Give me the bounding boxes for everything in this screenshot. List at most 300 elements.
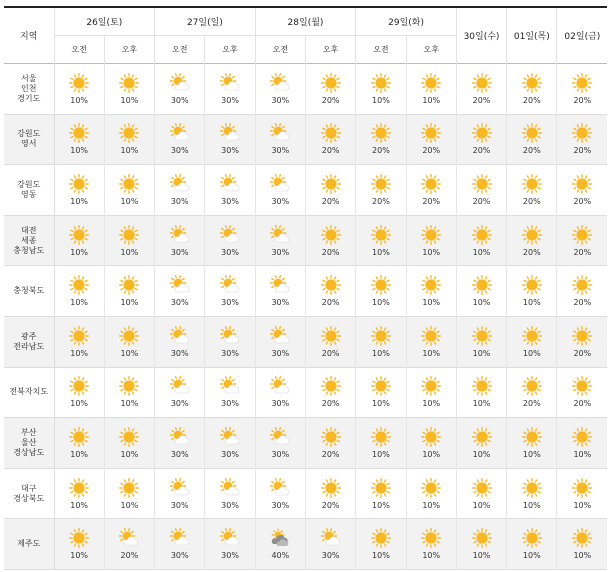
rain-probability: 30% [271, 95, 290, 105]
forecast-table [4, 6, 607, 570]
rain-probability: 30% [221, 95, 239, 105]
rain-probability: 30% [221, 399, 239, 409]
forecast-cell [155, 215, 205, 266]
forecast-cell [305, 468, 355, 519]
sun-icon [321, 225, 341, 245]
forecast-cell [255, 215, 305, 266]
rain-probability: 30% [170, 348, 189, 358]
forecast-cell [155, 165, 205, 216]
region-row [4, 316, 607, 367]
sun-icon [371, 376, 391, 396]
rain-probability: 20% [522, 399, 541, 409]
rain-probability: 20% [573, 95, 592, 105]
sun-icon [522, 73, 542, 93]
rain-probability: 20% [573, 298, 592, 308]
forecast-cell [507, 266, 557, 317]
forecast-cell [104, 215, 154, 266]
day-header: 26일(토) [54, 7, 155, 36]
forecast-cell [54, 519, 104, 570]
sun-cloud-icon [270, 123, 290, 143]
rain-probability: 10% [70, 500, 89, 510]
region-name [4, 165, 54, 216]
sun-icon [572, 225, 592, 245]
rain-probability: 30% [221, 146, 239, 156]
sun-icon [69, 73, 89, 93]
sun-cloud-icon [170, 376, 190, 396]
sun-icon [421, 73, 441, 93]
rain-probability: 30% [271, 196, 290, 206]
forecast-cell [507, 367, 557, 418]
rain-probability: 10% [522, 298, 541, 308]
region-name-line: 전라남도 [13, 341, 45, 351]
rain-probability: 30% [221, 247, 239, 257]
rain-probability: 30% [170, 95, 189, 105]
pm-header: 오후 [305, 36, 355, 64]
forecast-cell [255, 165, 305, 216]
forecast-cell [356, 316, 406, 367]
sun-cloud-icon [270, 326, 290, 346]
region-name-line: 영서 [21, 139, 37, 149]
sun-icon [69, 326, 89, 346]
region-name [4, 519, 54, 570]
region-name-line: 대구 [21, 483, 37, 493]
region-column-header: 지역 [20, 32, 38, 42]
sun-icon [69, 376, 89, 396]
rain-probability: 20% [573, 247, 592, 257]
day-header: 28일(월) [255, 7, 356, 36]
forecast-cell [205, 316, 255, 367]
rain-probability: 30% [271, 298, 290, 308]
sun-cloud-icon [170, 326, 190, 346]
forecast-cell [104, 266, 154, 317]
sun-icon [472, 275, 492, 295]
region-row [4, 64, 607, 115]
rain-probability: 30% [221, 196, 239, 206]
forecast-cell [356, 266, 406, 317]
rain-probability: 10% [70, 551, 89, 561]
rain-probability: 30% [170, 551, 189, 561]
rain-probability: 10% [522, 500, 541, 510]
forecast-cell [305, 114, 355, 165]
forecast-cell [557, 367, 607, 418]
sun-icon [69, 174, 89, 194]
rain-probability: 20% [573, 146, 592, 156]
sun-cloud-icon [220, 174, 240, 194]
rain-probability: 20% [321, 196, 340, 206]
sun-icon [371, 225, 391, 245]
forecast-cell [255, 367, 305, 418]
rain-probability: 10% [120, 146, 139, 156]
am-header: 오전 [356, 36, 406, 64]
rain-probability: 10% [422, 500, 441, 510]
sun-cloud-icon [119, 528, 139, 548]
rain-probability: 10% [372, 551, 390, 561]
rain-probability: 20% [522, 196, 541, 206]
rain-probability: 10% [422, 399, 441, 409]
forecast-cell [456, 367, 506, 418]
pm-header: 오후 [104, 36, 154, 64]
rain-probability: 10% [422, 348, 441, 358]
sun-icon [421, 376, 441, 396]
forecast-cell [255, 519, 305, 570]
rain-probability: 10% [422, 449, 441, 459]
sun-cloud-icon [170, 123, 190, 143]
region-name-line: 충청북도 [13, 286, 45, 296]
sun-icon [321, 275, 341, 295]
sun-cloud-icon [170, 225, 190, 245]
sun-icon [421, 123, 441, 143]
forecast-cell [54, 165, 104, 216]
forecast-cell [507, 418, 557, 469]
rain-probability: 20% [321, 247, 340, 257]
forecast-cell [155, 468, 205, 519]
rain-probability: 10% [372, 348, 390, 358]
rain-probability: 10% [120, 399, 139, 409]
rain-probability: 20% [472, 146, 491, 156]
rain-probability: 10% [372, 449, 390, 459]
sun-icon [522, 225, 542, 245]
sun-icon [371, 174, 391, 194]
forecast-cell [356, 367, 406, 418]
forecast-cell [155, 367, 205, 418]
rain-probability: 10% [70, 348, 89, 358]
rain-probability: 20% [321, 146, 340, 156]
sun-icon [371, 326, 391, 346]
sun-icon [69, 225, 89, 245]
day-header: 27일(일) [155, 7, 256, 36]
sun-icon [119, 376, 139, 396]
rain-probability: 20% [573, 399, 592, 409]
forecast-cell [456, 64, 506, 115]
rain-probability: 10% [472, 500, 491, 510]
region-row [4, 519, 607, 570]
sun-cloud-icon [220, 73, 240, 93]
forecast-cell [104, 114, 154, 165]
rain-probability: 20% [522, 95, 541, 105]
sun-icon [371, 528, 391, 548]
sun-icon [572, 123, 592, 143]
forecast-cell [557, 519, 607, 570]
sun-cloud-icon [270, 225, 290, 245]
forecast-cell [155, 316, 205, 367]
sun-icon [472, 326, 492, 346]
forecast-cell [507, 519, 557, 570]
rain-probability: 20% [321, 399, 340, 409]
sun-icon [472, 225, 492, 245]
forecast-cell [557, 316, 607, 367]
forecast-cell [456, 418, 506, 469]
pm-header: 오후 [406, 36, 456, 64]
rain-probability: 10% [422, 95, 441, 105]
region-name [4, 266, 54, 317]
sun-icon [572, 275, 592, 295]
rain-probability: 10% [120, 449, 139, 459]
sun-cloud-icon [170, 174, 190, 194]
sun-cloud-icon [270, 73, 290, 93]
forecast-cell [305, 418, 355, 469]
sun-icon [572, 427, 592, 447]
rain-probability: 10% [422, 551, 441, 561]
sun-icon [321, 174, 341, 194]
sun-cloud-icon [170, 73, 190, 93]
sun-icon [119, 326, 139, 346]
forecast-cell [54, 468, 104, 519]
region-name-line: 제주도 [17, 539, 41, 549]
forecast-cell [255, 316, 305, 367]
region-name [4, 316, 54, 367]
forecast-cell [507, 468, 557, 519]
forecast-cell [356, 114, 406, 165]
rain-probability: 30% [271, 348, 290, 358]
rain-probability: 20% [472, 95, 491, 105]
sun-icon [321, 73, 341, 93]
rain-probability: 20% [372, 146, 390, 156]
sun-cloud-icon [220, 326, 240, 346]
sun-icon [119, 275, 139, 295]
rain-probability: 10% [120, 196, 139, 206]
rain-probability: 10% [522, 551, 541, 561]
sun-icon [522, 427, 542, 447]
rain-probability: 10% [372, 95, 390, 105]
day-header: 30일(수) [456, 7, 506, 64]
region-name-line: 부산 [21, 427, 37, 437]
rain-probability: 20% [321, 500, 340, 510]
forecast-cell [456, 215, 506, 266]
forecast-cell [456, 165, 506, 216]
region-name-line: 경기도 [17, 93, 41, 103]
forecast-cell [406, 64, 456, 115]
region-name-line: 광주 [21, 331, 37, 341]
forecast-cell [305, 215, 355, 266]
rain-probability: 10% [472, 449, 491, 459]
region-row [4, 114, 607, 165]
sun-cloud-icon [220, 376, 240, 396]
region-name-line: 전북자치도 [9, 387, 49, 397]
region-name-line: 경상남도 [13, 447, 45, 457]
sun-icon [119, 478, 139, 498]
forecast-cell [557, 468, 607, 519]
sun-icon [119, 427, 139, 447]
forecast-cell [456, 468, 506, 519]
forecast-cell [155, 114, 205, 165]
forecast-cell [356, 215, 406, 266]
forecast-cell [255, 418, 305, 469]
sun-icon [472, 123, 492, 143]
sun-icon [119, 174, 139, 194]
rain-probability: 20% [120, 551, 139, 561]
rain-probability: 10% [573, 500, 592, 510]
forecast-cell [356, 165, 406, 216]
sun-cloud-icon [270, 275, 290, 295]
rain-probability: 10% [70, 449, 89, 459]
sun-icon [321, 123, 341, 143]
forecast-cell [507, 114, 557, 165]
rain-probability: 10% [70, 196, 89, 206]
sun-icon [421, 225, 441, 245]
forecast-cell [406, 468, 456, 519]
region-row [4, 266, 607, 317]
rain-probability: 10% [120, 247, 139, 257]
rain-probability: 20% [372, 196, 390, 206]
sun-icon [119, 225, 139, 245]
region-name-line: 경상북도 [13, 493, 45, 503]
rain-probability: 10% [120, 95, 139, 105]
sun-icon [69, 123, 89, 143]
rain-probability: 30% [221, 500, 239, 510]
sun-cloud-icon [170, 275, 190, 295]
forecast-cell [205, 64, 255, 115]
forecast-cell [104, 519, 154, 570]
forecast-cell [456, 266, 506, 317]
forecast-cell [305, 316, 355, 367]
region-name [4, 64, 54, 115]
rain-probability: 30% [170, 399, 189, 409]
rain-probability: 10% [573, 551, 592, 561]
rain-probability: 10% [472, 551, 491, 561]
forecast-cell [155, 266, 205, 317]
rain-probability: 10% [120, 348, 139, 358]
sun-icon [572, 73, 592, 93]
sun-icon [69, 275, 89, 295]
forecast-cell [54, 316, 104, 367]
forecast-cell [205, 165, 255, 216]
forecast-cell [305, 266, 355, 317]
rain-probability: 30% [170, 500, 189, 510]
sun-icon [321, 478, 341, 498]
sun-cloud-icon [270, 427, 290, 447]
sun-icon [371, 73, 391, 93]
forecast-cell [557, 114, 607, 165]
sun-icon [69, 528, 89, 548]
sun-icon [522, 326, 542, 346]
rain-probability: 10% [70, 399, 89, 409]
region-name-line: 강원도 [17, 129, 41, 139]
forecast-cell [557, 165, 607, 216]
rain-probability: 20% [321, 298, 340, 308]
forecast-cell [54, 215, 104, 266]
rain-probability: 20% [573, 196, 592, 206]
region-name-line: 대전 [21, 225, 37, 235]
forecast-cell [54, 266, 104, 317]
sun-icon [371, 478, 391, 498]
forecast-cell [255, 64, 305, 115]
rain-probability: 30% [221, 348, 239, 358]
sun-icon [421, 275, 441, 295]
rain-probability: 30% [170, 449, 189, 459]
region-row [4, 215, 607, 266]
sun-icon [371, 275, 391, 295]
rain-probability: 10% [372, 399, 390, 409]
forecast-cell [104, 316, 154, 367]
forecast-cell [557, 418, 607, 469]
rain-probability: 10% [422, 247, 441, 257]
region-row [4, 165, 607, 216]
rain-probability: 30% [271, 399, 290, 409]
rain-probability: 10% [472, 298, 491, 308]
region-name-line: 인천 [21, 83, 37, 93]
rain-probability: 10% [472, 247, 491, 257]
forecast-cell [406, 266, 456, 317]
forecast-cell [155, 64, 205, 115]
forecast-cell [205, 468, 255, 519]
sun-cloud-icon [170, 427, 190, 447]
region-name [4, 114, 54, 165]
sun-icon [572, 528, 592, 548]
forecast-cell [507, 215, 557, 266]
sun-cloud-icon [270, 478, 290, 498]
forecast-cell [406, 519, 456, 570]
forecast-cell [155, 418, 205, 469]
sun-icon [522, 376, 542, 396]
sun-icon [522, 123, 542, 143]
forecast-cell [406, 215, 456, 266]
region-name-line: 울산 [21, 437, 37, 447]
forecast-cell [456, 316, 506, 367]
forecast-cell [104, 165, 154, 216]
forecast-cell [104, 468, 154, 519]
region-row [4, 418, 607, 469]
forecast-cell [406, 367, 456, 418]
rain-probability: 20% [522, 247, 541, 257]
sun-icon [69, 427, 89, 447]
sun-icon [472, 478, 492, 498]
sun-icon [572, 326, 592, 346]
rain-probability: 20% [321, 95, 340, 105]
forecast-cell [205, 519, 255, 570]
region-row [4, 468, 607, 519]
forecast-cell [205, 367, 255, 418]
region-row [4, 367, 607, 418]
rain-probability: 10% [422, 298, 441, 308]
forecast-cell [305, 165, 355, 216]
region-name-line: 영동 [21, 189, 37, 199]
rain-probability: 40% [271, 551, 290, 561]
sun-icon [472, 73, 492, 93]
forecast-cell [507, 64, 557, 115]
sun-icon [421, 427, 441, 447]
sun-cloud-icon [220, 225, 240, 245]
rain-probability: 10% [472, 399, 491, 409]
forecast-cell [54, 64, 104, 115]
rain-probability: 10% [120, 298, 139, 308]
sun-icon [421, 326, 441, 346]
sun-icon [119, 73, 139, 93]
region-name-line: 충청남도 [13, 245, 45, 255]
sun-icon [321, 376, 341, 396]
rain-probability: 20% [472, 196, 491, 206]
region-name-line: 강원도 [17, 179, 41, 189]
sun-icon [371, 123, 391, 143]
day-header: 01일(목) [507, 7, 557, 64]
am-header: 오전 [54, 36, 104, 64]
sun-icon [472, 376, 492, 396]
forecast-cell [255, 468, 305, 519]
rain-probability: 30% [271, 146, 290, 156]
sun-icon [421, 174, 441, 194]
rain-probability: 20% [422, 146, 441, 156]
sun-cloud-icon [170, 528, 190, 548]
rain-probability: 30% [271, 500, 290, 510]
forecast-cell [155, 519, 205, 570]
rain-probability: 20% [422, 196, 441, 206]
forecast-cell [255, 114, 305, 165]
forecast-cell [557, 215, 607, 266]
sun-icon [522, 174, 542, 194]
rain-probability: 10% [70, 95, 89, 105]
forecast-cell [356, 418, 406, 469]
forecast-cell [255, 266, 305, 317]
forecast-cell [356, 468, 406, 519]
